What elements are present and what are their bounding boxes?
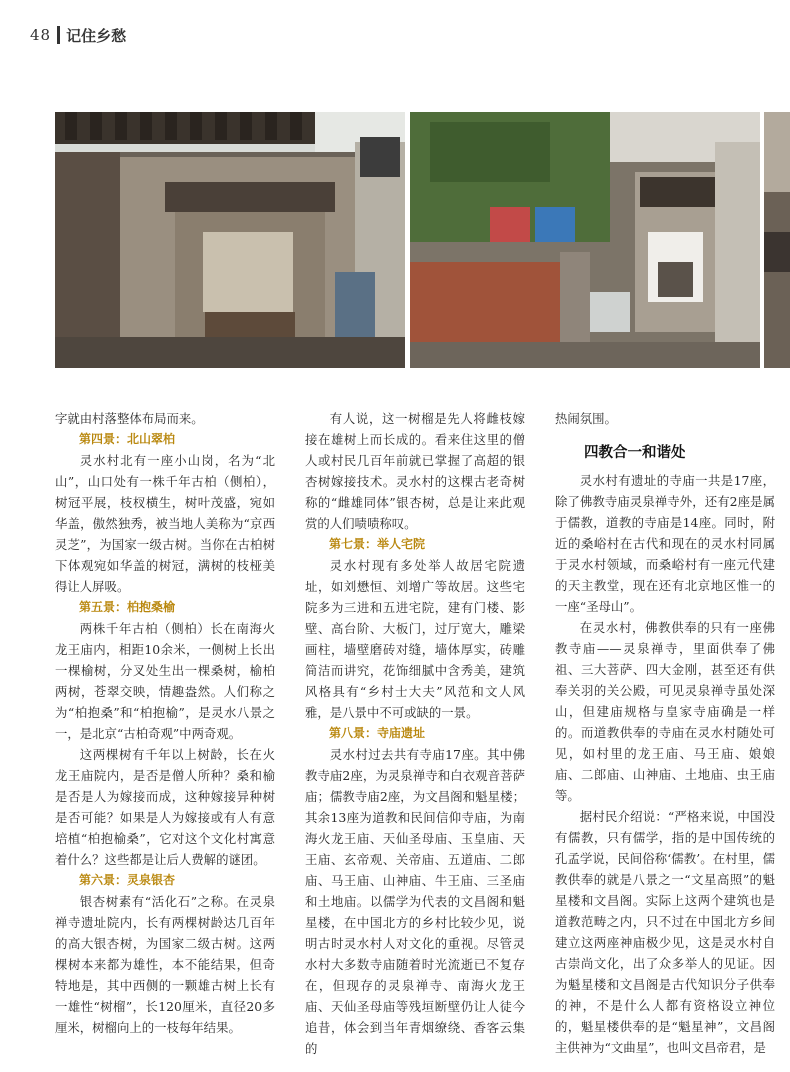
paragraph: 热闹氛围。 (555, 411, 617, 426)
page-header (30, 20, 126, 50)
photo-edge-building (764, 112, 790, 368)
page-number: 48 (30, 26, 52, 44)
paragraph: 据村民介绍说：“严格来说，中国没有儒教，只有儒学，指的是中国传统的孔孟学说，民间俗称‘儒教’。在村里，儒教供奉的就是八景之一“文星高照”的魁星楼和文昌阁。实际上这两个建筑也是道教范畴之内，只不过在中国北方乡间建立这两座神庙极少见，这是灵水村自古崇尚文化，出了众多举人的见证。因为魁星楼和文昌阁是古代知识分子供奉的神，不是什么人都有资格设立神位的，魁星楼供奉的是“魁星神”，文昌阁主供神为“文曲星”，也叫文昌帝君，是 (555, 809, 775, 1055)
paragraph: 有人说，这一树榴是先人将雌枝嫁接在雄树上而长成的。看来住这里的僧人或村民几百年前就已掌握了高超的银杏树嫁接技术。灵水村的这棵古老奇树称的“雌雄同体”银杏树，总是让来此观赏的人们啧啧称叹。 (305, 411, 525, 531)
paragraph: 灵水村北有一座小山岗，名为“北山”，山口处有一株千年古柏（侧柏），树冠平展，枝杈横生，树叶茂盛，宛如华盖，傲然独秀，被当地人美称为“京西灵芝”，为国家一级古树。当你在古柏树下体观宛如华盖的树冠，满树的枝桠美得让人屏吸。 (55, 453, 275, 594)
text-column-3 (555, 408, 775, 1058)
edge-building-photo-icon (764, 112, 790, 368)
photo-alley-gate (410, 112, 760, 368)
paragraph: 灵水村过去共有寺庙17座。其中佛教寺庙2座，为灵泉禅寺和白衣观音菩萨庙；儒教寺庙2座，为文昌阁和魁星楼；其余13座为道教和民间信仰寺庙，为南海火龙王庙、天仙圣母庙、玉皇庙、天王庙、玄帝观、关帝庙、五道庙、二郎庙、马王庙、山神庙、牛王庙、三圣庙和土地庙。以儒学为代表的文昌阁和魁星楼，在中国北方的乡村比较少见，说明古时灵水村人对文化的重视。尽管灵水村大多数寺庙随着时光流逝已不复存在，但现存的灵泉禅寺、南海火龙王庙、天仙圣母庙等残垣断壁仍让人徒今追昔，体会到当年青烟缭绕、香客云集的 (305, 747, 525, 1056)
scene-heading: 第四景：北山翠柏 (79, 432, 176, 446)
photo-courtyard-screen-wall (55, 112, 405, 368)
paragraph: 这两棵树有千年以上树龄，长在火龙王庙院内，是否是僧人所种？桑和榆是否是人为嫁接而成，这种嫁接异种树是否可能？如果是人为嫁接或有人有意培植“柏抱榆桑”，它对这个文化村寓意着什么？这些都是让后人费解的谜团。 (55, 747, 275, 867)
paragraph: 灵水村现有多处举人故居宅院遗址，如刘懋恒、刘增广等故居。这些宅院多为三进和五进宅院，建有门楼、影壁、高台阶、大板门，过厅宽大，雕梁画柱，墙壁磨砖对缝，墙体厚实，砖雕简洁而讲究，花饰细腻中含秀美，建筑风格具有“乡村士大夫”风范和文人风雅，是八景中不可或缺的一景。 (305, 558, 525, 720)
scene-heading: 第八景：寺庙遗址 (329, 726, 426, 740)
section-title: 四教合一和谐处 (584, 445, 686, 461)
paragraph: 两株千年古柏（侧柏）长在南海火龙王庙内，相距10余米，一侧树上长出一棵榆树，分叉处生出一棵桑树，榆柏两树，苍翠交映，情趣盎然。人们称之为“柏抱桑”和“柏抱榆”，是灵水八景之一，是北京“古柏奇观”中两奇观。 (55, 621, 275, 741)
scene-heading: 第五景：柏抱桑榆 (79, 600, 176, 614)
running-title: 记住乡愁 (66, 26, 127, 45)
text-column-2 (305, 408, 525, 1059)
paragraph: 字就由村落整体布局而来。 (55, 411, 204, 426)
paragraph: 银杏树素有“活化石”之称。在灵泉禅寺遗址院内，长有两棵树龄达几百年的高大银杏树，为国家二级古树。这两棵树本来都为雄性，本不能结果，但奇特地是，其中西侧的一颗雄古树上长有一雄性“树榴”，长120厘米，直径20多厘米，树榴向上的一枝每年结果。 (55, 894, 275, 1035)
header-divider (57, 26, 60, 44)
scene-heading: 第六景：灵泉银杏 (79, 873, 176, 887)
scene-heading: 第七景：举人宅院 (329, 537, 426, 551)
alley-gate-photo-icon (410, 112, 760, 368)
text-column-1 (55, 408, 275, 1038)
courtyard-screen-wall-photo-icon (55, 112, 405, 368)
paragraph: 灵水村有遗址的寺庙一共是17座，除了佛教寺庙灵泉禅寺外，还有2座是属于儒教，道教的寺庙是14座。同时，附近的桑峪村在古代和现在的灵水村同属于灵水村领域，而桑峪村有一座元代建的天主教堂，现在还有北京地区惟一的一座“圣母山”。 (555, 473, 775, 614)
paragraph: 在灵水村，佛教供奉的只有一座佛教寺庙——灵泉禅寺，里面供奉了佛祖、三大菩萨、四大金刚，甚至还有供奉关羽的关公殿，可见灵泉禅寺虽处深山，但建庙规格与皇家寺庙确是一样的。而道教供奉的寺庙在灵水村随处可见，如村里的龙王庙、马王庙、娘娘庙、二郎庙、山神庙、土地庙、虫王庙等。 (555, 620, 775, 803)
